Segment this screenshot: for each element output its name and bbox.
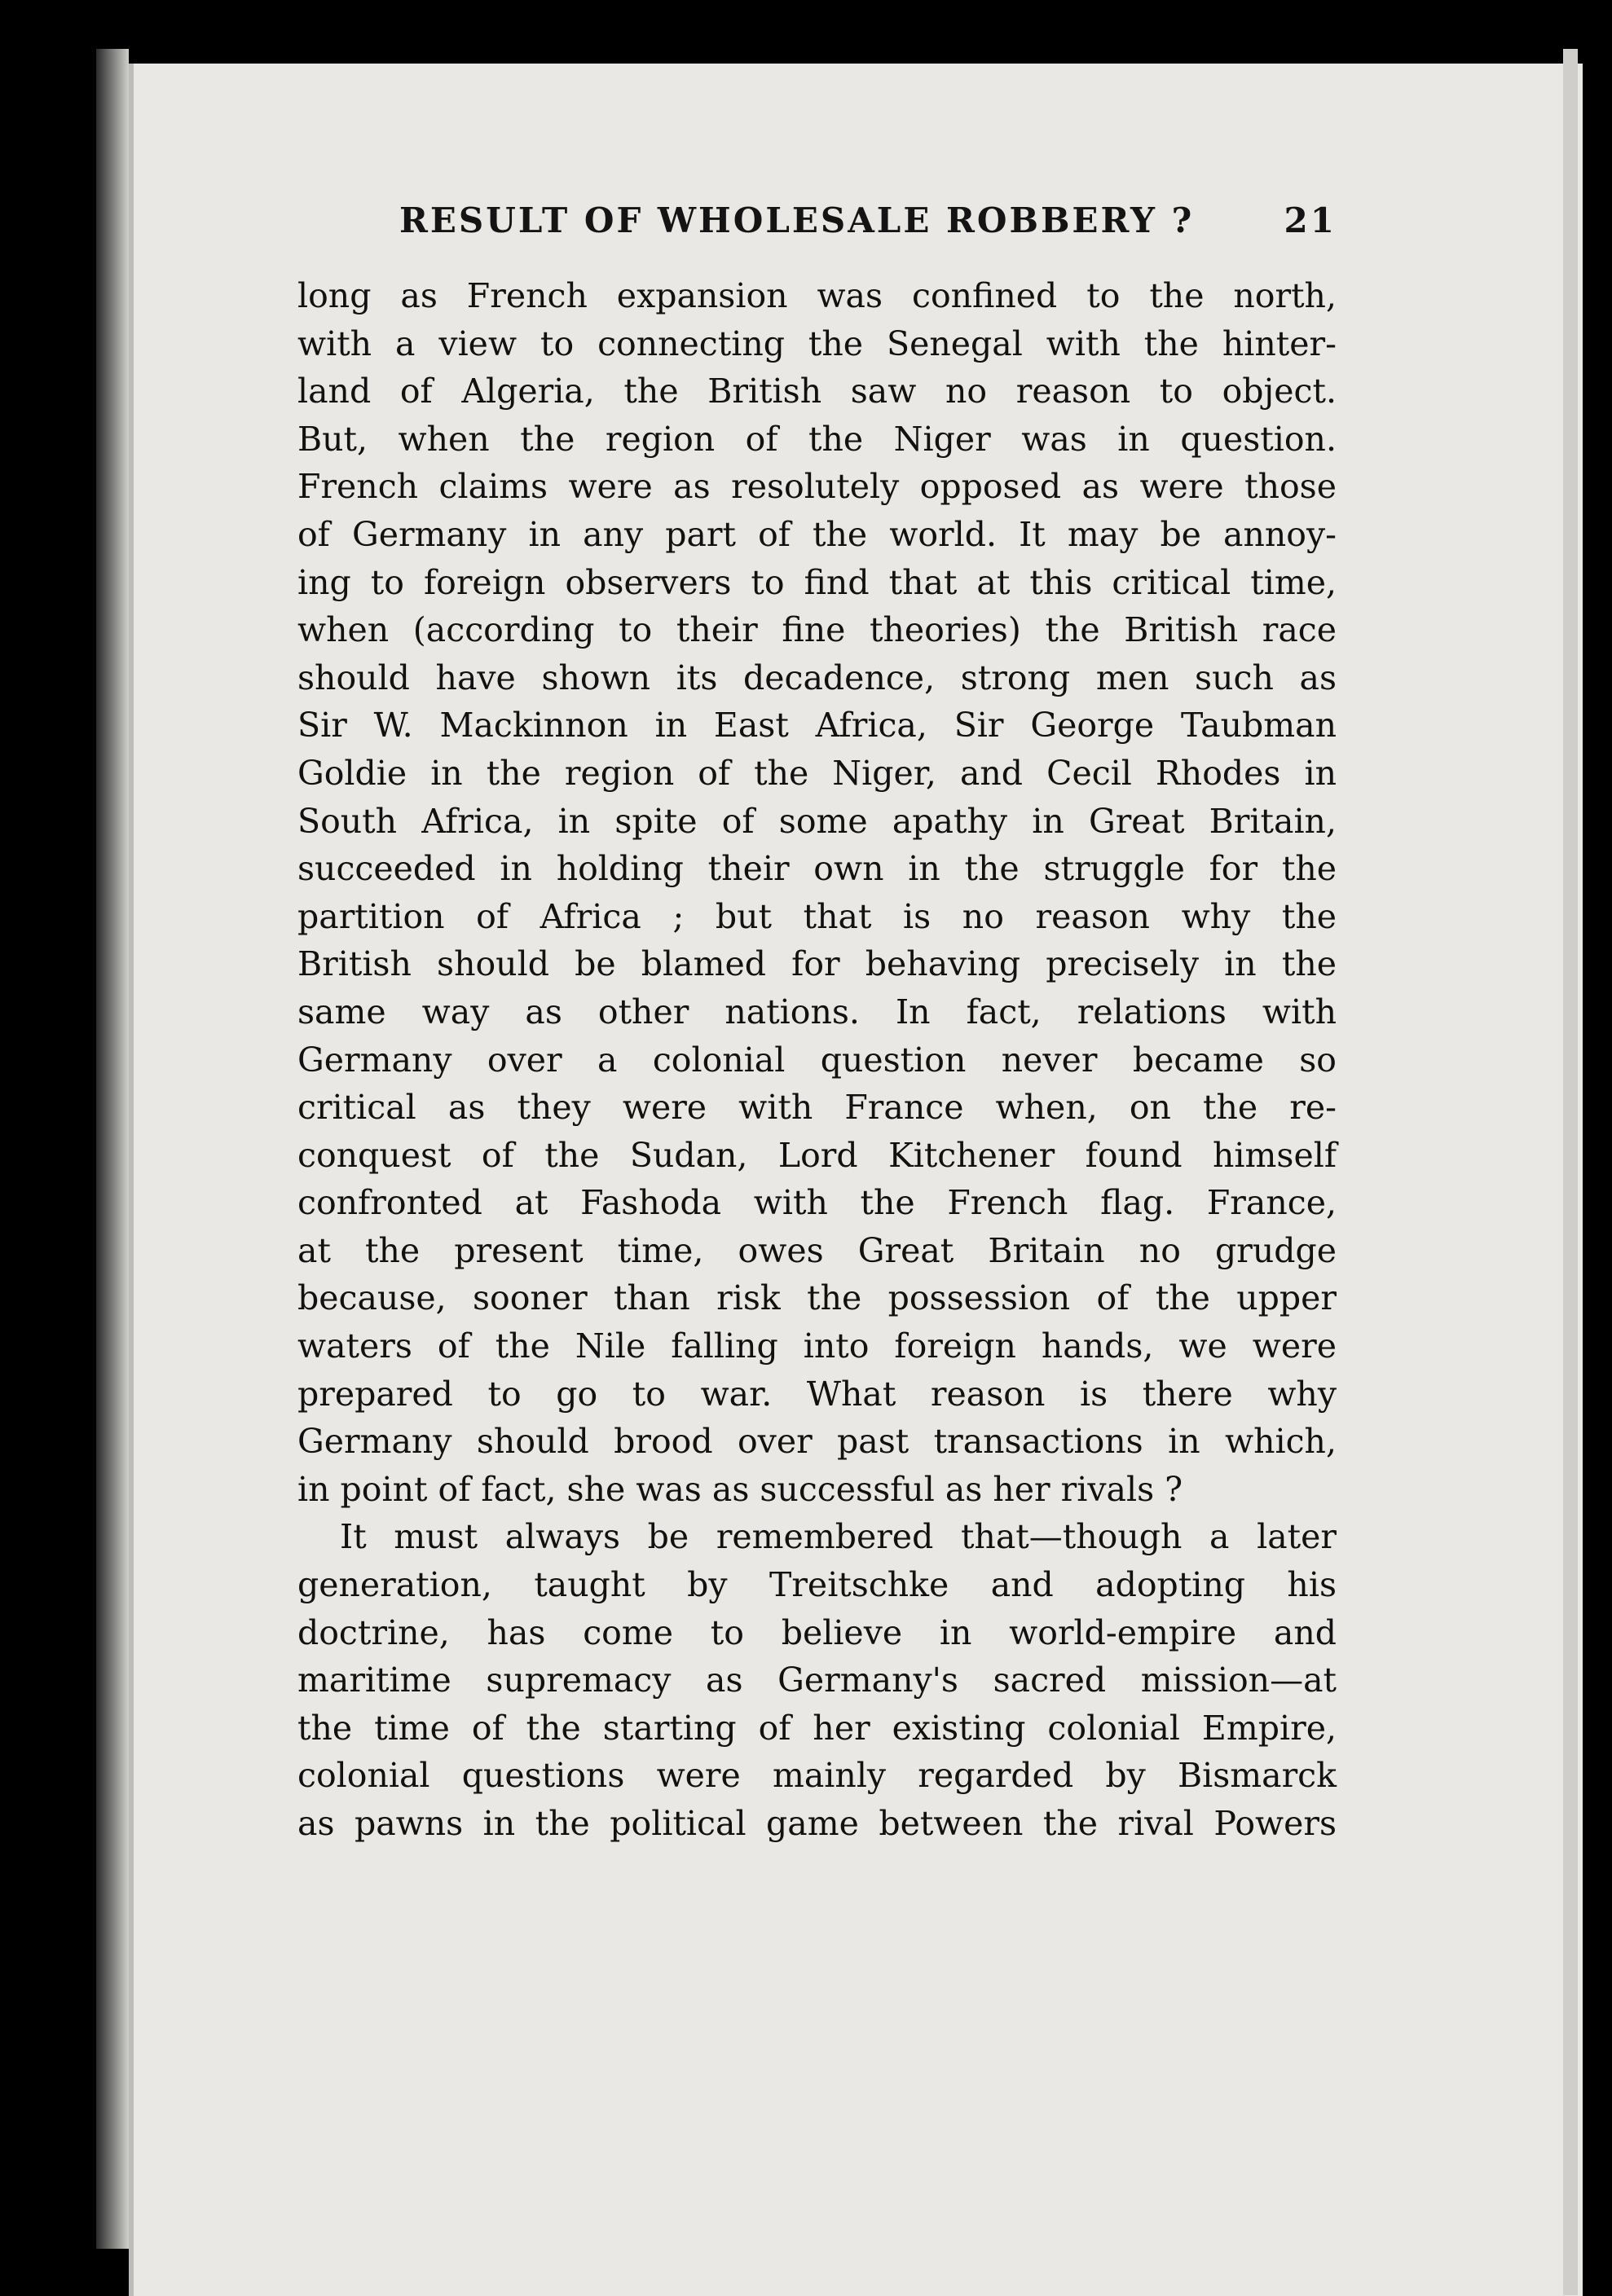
text-line: of Germany in any part of the world. It may be annoy- <box>297 514 1337 554</box>
text-line: should have shown its decadence, strong men such as <box>297 658 1337 697</box>
text-line: confronted at Fashoda with the French flag. France, <box>297 1183 1337 1223</box>
facing-page-edge <box>96 49 129 2249</box>
running-header <box>399 187 1337 253</box>
text-line: South Africa, in spite of some apathy in Great Britain, <box>297 801 1337 841</box>
text-line: Goldie in the region of the Niger, and Cecil Rhodes in <box>297 753 1337 793</box>
text-line: waters of the Nile falling into foreign hands, we were <box>297 1326 1337 1366</box>
text-line: Germany should brood over past transactions in which, <box>297 1422 1337 1462</box>
text-line: Sir W. Mackinnon in East Africa, Sir George Taubman <box>297 706 1337 746</box>
text-line: partition of Africa ; but that is no reason why the <box>297 896 1337 936</box>
text-line: land of Algeria, the British saw no reason to object. <box>297 372 1337 411</box>
text-line: critical as they were with France when, on the re- <box>297 1088 1337 1128</box>
text-line: when (according to their fine theories) the British race <box>297 610 1337 650</box>
text-line: in point of fact, she was as successful as her rivals ? <box>297 1469 1183 1509</box>
text-line: because, sooner than risk the possession of the upper <box>297 1278 1337 1318</box>
text-line: colonial questions were mainly regarded by Bismarck <box>297 1756 1337 1796</box>
text-line: ing to foreign observers to find that at this critical time, <box>297 562 1337 602</box>
text-line: the time of the starting of her existing colonial Empire, <box>297 1708 1337 1748</box>
text-line: French claims were as resolutely opposed as were those <box>297 467 1337 507</box>
text-line: at the present time, owes Great Britain no grudge <box>297 1230 1337 1270</box>
page-number: 21 <box>1284 200 1337 240</box>
text-line: with a view to connecting the Senegal with the hinter- <box>297 323 1337 363</box>
text-line: maritime supremacy as Germany's sacred mission—at <box>297 1660 1337 1700</box>
running-title: RESULT OF WHOLESALE ROBBERY ? <box>399 200 1195 240</box>
text-line: Germany over a colonial question never became so <box>297 1040 1337 1080</box>
body-text <box>297 272 1337 1999</box>
text-line: as pawns in the political game between the rival Powers <box>297 1804 1337 1843</box>
text-line: prepared to go to war. What reason is there why <box>297 1374 1337 1414</box>
text-line: conquest of the Sudan, Lord Kitchener found himself <box>297 1135 1337 1175</box>
page-right-edge <box>1563 49 1578 2295</box>
text-line: It must always be remembered that—though a later <box>340 1517 1337 1557</box>
text-line: generation, taught by Treitschke and adopting his <box>297 1565 1337 1605</box>
text-line: But, when the region of the Niger was in question. <box>297 419 1337 459</box>
text-line: succeeded in holding their own in the struggle for the <box>297 849 1337 889</box>
text-line: long as French expansion was confined to the north, <box>297 276 1337 315</box>
text-line: doctrine, has come to believe in world-empire and <box>297 1612 1337 1652</box>
text-line: British should be blamed for behaving precisely in the <box>297 944 1337 984</box>
text-line: same way as other nations. In fact, relations with <box>297 992 1337 1031</box>
